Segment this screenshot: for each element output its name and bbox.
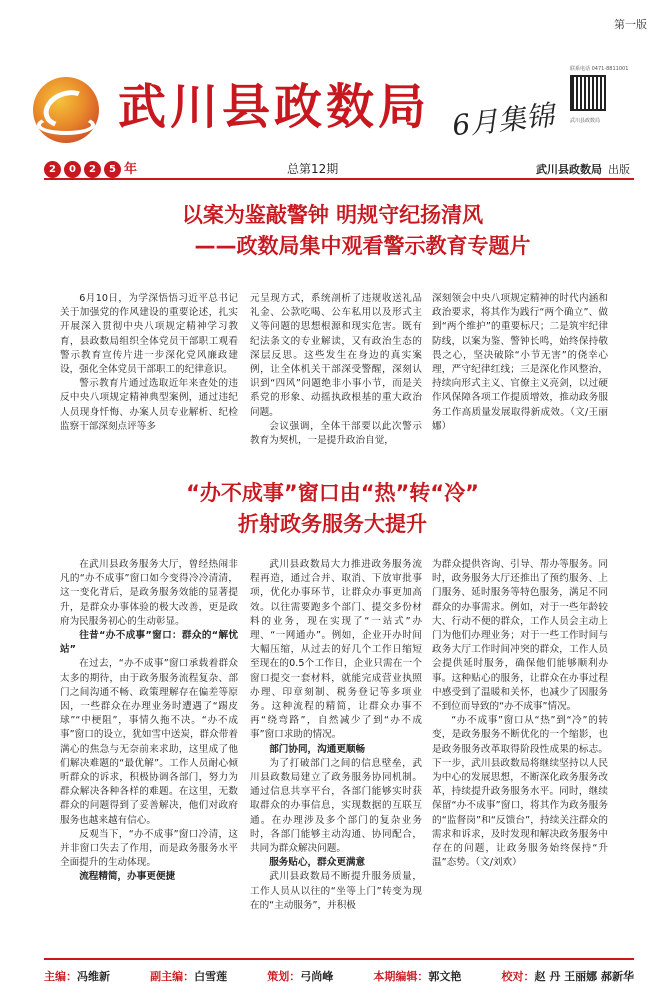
footer-credits: [44, 958, 634, 984]
credit-deputy: 副主编：白雪莲: [150, 970, 228, 983]
paragraph: 警示教育片通过选取近年来查处的违反中央八项规定精神典型案例，通过违纪人员现身忏悔、办案人员专业解析、纪检监察干部深刻点评等多: [60, 378, 238, 432]
article1-subtitle: ——政数局集中观看警示教育专题片: [194, 234, 531, 258]
year-badge: [44, 161, 137, 178]
article1-column-1: [60, 292, 238, 434]
qr-sub-label: 武川县政数局: [570, 118, 601, 124]
paragraph: 会议强调，全体干部要以此次警示教育为契机，一是提升政治自觉，: [250, 420, 422, 447]
paragraph: 武川县政数局大力推进政务服务流程再造，通过合并、取消、下放审批事项，优化办事环节，让群众办事更加高效。以往需要跑多个部门、提交多份材料的业务，现在实现了“一站式”办理、“一网通办”。例如，企业开办时间大幅压缩，从过去的好几个工作日缩短至现在的0.5个工作日，企业只需在一个窗口提交一套材料，就能完成营业执照办理、印章刻制、税务登记等多项业务。这种流程的精简，让群众办事不再“绕弯路”，自然减少了到“办不成事”窗口求助的情况。: [250, 559, 422, 741]
article2-column-3: [432, 558, 608, 870]
year-digit: 2: [44, 161, 61, 178]
qr-label: 联系电话 0471-8811001: [570, 66, 629, 72]
credit-editor: 主编：冯维新: [44, 970, 110, 983]
publish-label: 出版: [608, 163, 630, 176]
year-digit: 0: [64, 161, 81, 178]
credit-issue-editor: 本期编辑：郭文艳: [373, 970, 462, 983]
year-digit: 2: [84, 161, 101, 178]
paragraph: 深刻领会中央八项规定精神的时代内涵和政治要求，将其作为践行“两个确立”、做到“两个维护”的重要标尺；二是筑牢纪律防线，以案为鉴、警钟长鸣，始终保持敬畏之心，坚决破除“小节无害”的侥幸心理，严守纪律红线；三是深化作风整治，持续向形式主义、官僚主义亮剑，以过硬作风保障各项工作提质增效，推动政务服务工作高质量发展取得新成效。（文/王丽娜）: [432, 293, 608, 432]
article2-headline: [0, 478, 665, 540]
section-heading: 流程精简，办事更便捷: [79, 871, 176, 883]
section-heading: 服务贴心，群众更满意: [269, 857, 366, 869]
issue-number: 总第12期: [287, 162, 339, 176]
paragraph: 元呈现方式，系统剖析了违规收送礼品礼金、公款吃喝、公车私用以及形式主义等问题的思想根源和现实危害。既有纪法条文的专业解读，又有政治生态的深层反思。这些发生在身边的真实案例，让全体机关干部深受警醒，深刻认识到“四风”问题绝非小事小节，而是关系党的形象、动摇执政根基的重大政治问题。: [250, 293, 422, 418]
section-heading: 部门协同，沟通更顺畅: [269, 743, 366, 755]
article1-title: 以案为鉴敲警钟 明规守纪扬清风: [181, 203, 484, 227]
year-suffix: 年: [124, 162, 138, 177]
article2-column-2: [250, 558, 422, 913]
masthead: [30, 55, 630, 150]
paragraph: 在武川县政务服务大厅，曾经热闹非凡的“办不成事”窗口如今变得冷冷清清，这一变化背后，是政务服务效能的显著提升，是群众办事体验的极大改善，更是政府为民服务初心的生动彰显。: [60, 559, 238, 627]
article2-title-line2: 折射政务服务大提升: [238, 512, 427, 536]
publisher: [536, 161, 630, 177]
paragraph: 6月10日，为学深悟悟习近平总书记关于加强党的作风建设的重要论述，扎实开展深入贯彻中央八项规定精神学习教育，县政数局组织全体党员干部职工观看警示教育宣传片进一步深化党风廉政建设，强化全体党员干部职工的纪律意识。: [60, 293, 238, 376]
paragraph: 反观当下，“办不成事”窗口冷清，这并非窗口失去了作用，而是政务服务水平全面提升的生动体现。: [60, 828, 238, 869]
publisher-name: 武川县政数局: [536, 163, 602, 176]
article2-column-1: [60, 558, 238, 885]
paragraph: 为了打破部门之间的信息壁垒，武川县政数局建立了政务服务协同机制。通过信息共享平台，各部门能够实时获取群众的办事信息，实现数据的互联互通。在办理涉及多个部门的复杂业务时，各部门能够主动沟通、协同配合，共同为群众解决问题。: [250, 757, 422, 855]
paragraph: 在过去，“办不成事”窗口承载着群众太多的期待，由于政务服务流程复杂、部门之间沟通不畅、政策理解存在偏差等原因，一些群众在办理业务时遭遇了“踢皮球”“中梗阻”，事情久拖不决。“办不成事”窗口的设立，犹如雪中送炭，群众带着满心的焦急与无奈前来求助，这里成了他们解决难题的“最优解”。工作人员耐心倾听群众的诉求，积极协调各部门，努力为群众解决各种各样的难题。在这里，无数群众的问题得到了妥善解决，他们对政府服务也越来越有信心。: [60, 658, 238, 826]
credit-planner: 策划：弓尚峰: [267, 970, 334, 983]
credit-proof: 校对：赵 丹 王丽娜 郝新华: [501, 970, 634, 983]
logo-icon: [33, 77, 99, 143]
monthly-title: 6月集锦: [450, 98, 556, 143]
qr-code-icon: [570, 75, 606, 111]
edition-label: 第一版: [614, 18, 647, 31]
article1-column-2: [250, 292, 422, 448]
info-bar: [44, 160, 634, 180]
newspaper-title: 武川县政数局: [118, 79, 431, 135]
article2-title-line1: “办不成事”窗口由“热”转“冷”: [186, 481, 479, 505]
paragraph: 为群众提供咨询、引导、帮办等服务。同时，政务服务大厅还推出了预约服务、上门服务、延时服务等特色服务，满足不同群众的办事需求。例如，对于一些年龄较大、行动不便的群众，工作人员会主动上门为他们办理业务；对于一些工作时间与政务大厅工作时间冲突的群众，工作人员会提供延时服务，确保他们能够顺利办事。这种贴心的服务，让群众在办事过程中感受到了温暖和关怀，也减少了因服务不到位而导致的“办不成事”情况。: [432, 559, 608, 713]
paragraph: 武川县政数局不断提升服务质量，工作人员从以往的“坐等上门”转变为现在的“主动服务”，并积极: [250, 871, 422, 911]
article1-column-3: [432, 292, 608, 434]
paragraph: “办不成事”窗口从“热”到“冷”的转变，是政务服务不断优化的一个缩影，也是政务服务改革取得阶段性成果的标志。下一步，武川县政数局将继续坚持以人民为中心的发展思想，不断深化政务服务改革，持续提升政务服务水平。同时，继续保留“办不成事”窗口，将其作为政务服务的“监督岗”和“反馈台”，持续关注群众的需求和诉求，及时发现和解决政务服务中存在的问题，让政务服务始终保持“升温”态势。（文/刘欢）: [432, 715, 608, 869]
section-heading: 往昔“办不成事”窗口：群众的“解忧站”: [60, 630, 238, 656]
year-digit: 5: [104, 161, 121, 178]
article1-headline: [0, 200, 665, 262]
